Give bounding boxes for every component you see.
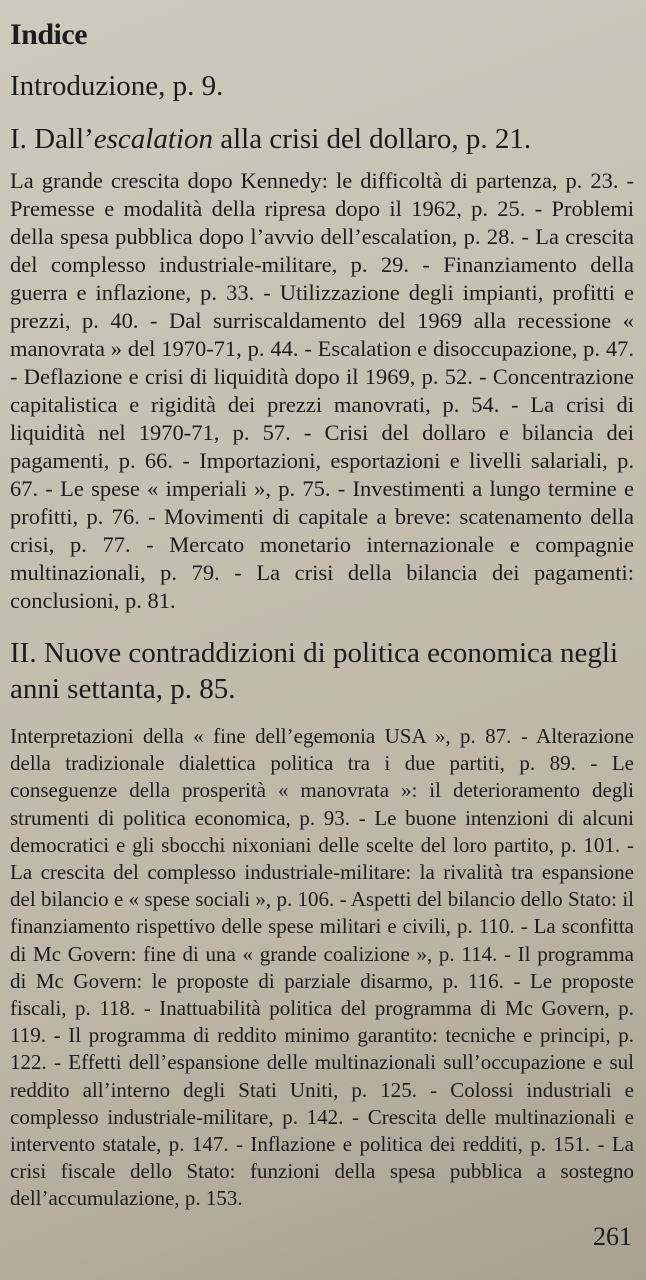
page-number: 261	[593, 1222, 632, 1251]
chapter-1-title-suffix: alla crisi del dollaro, p. 21.	[212, 123, 532, 155]
chapter-2-number: II.	[10, 637, 37, 669]
chapter-2-title	[10, 635, 634, 707]
index-heading: Indice	[10, 18, 88, 51]
chapter-1-contents: La grande crescita dopo Kennedy: le difficoltà di partenza, p. 23. - Premesse e modalità della ripresa dopo il 1962, p. 25. - Problemi della spesa pubblica dopo l’avvio dell’escalation, p. 28. - La crescita del complesso industriale-militare, p. 29. - Finanziamento della guerra e inflazione, p. 33. - Utilizzazione degli impianti, profitti e prezzi, p. 40. - Dal surriscaldamento del 1969 alla recessione « manovrata » del 1970-71, p. 44. - Escalation e disoccupazione, p. 47. - Deflazione e crisi di liquidità dopo il 1969, p. 52. - Concentrazione capitalistica e rigidità dei prezzi manovrati, p. 54. - La crisi di liquidità nel 1970-71, p. 57. - Crisi del dollaro e bilancia dei pagamenti, p. 66. - Importazioni, esportazioni e livelli salariali, p. 67. - Le spese « imperiali », p. 75. - Investimenti a lungo termine e profitti, p. 76. - Movimenti di capitale a breve: scatenamento della crisi, p. 77. - Mercato monetario internazionale e compagnie multinazionali, p. 79. - La crisi della bilancia dei pagamenti: conclusioni, p. 81.	[10, 168, 634, 613]
chapter-1-title-prefix: Dall’	[34, 123, 94, 155]
chapter-2-contents: Interpretazioni della « fine dell’egemonia USA », p. 87. - Alterazione della tradizionale dialettica politica tra i due partiti, p. 89. - Le conseguenze della prosperità « manovrata »: il deterioramento degli strumenti di politica economica, p. 93. - Le buone intenzioni di alcuni democratici e gli sbocchi nixoniani delle scelte del loro partito, p. 101. - La crescita del complesso industriale-militare: la rivalità tra espansione del bilancio e « spese sociali », p. 106. - Aspetti del bilancio dello Stato: il finanziamento rispettivo delle spese militari e civili, p. 110. - La sconfitta di Mc Govern: fine di una « grande coalizione », p. 114. - Il programma di Mc Govern: le proposte di parziale disarmo, p. 116. - Le proposte fiscali, p. 118. - Inattuabilità politica del programma di Mc Govern, p. 119. - Il programma di reddito minimo garantito: tecniche e principi, p. 122. - Effetti dell’espansione delle multinazionali sull’occupazione e sul reddito all’interno degli Stati Uniti, p. 125. - Colossi industriali e complesso industriale-militare, p. 142. - Crescita delle multinazionali e intervento statale, p. 147. - Inflazione e politica dei redditi, p. 151. - La crisi fiscale dello Stato: funzioni della spesa pubblica a sostegno dell’accumulazione, p. 153.	[10, 724, 634, 1211]
chapter-1-number: I.	[10, 123, 27, 155]
chapter-1-title	[10, 121, 634, 157]
chapter-1-title-italic: escalation	[93, 123, 213, 155]
introduction-entry: Introduzione, p. 9.	[10, 70, 224, 102]
chapter-2-title-text: Nuove contraddizioni di politica economica negli anni settanta, p. 85.	[10, 637, 619, 705]
